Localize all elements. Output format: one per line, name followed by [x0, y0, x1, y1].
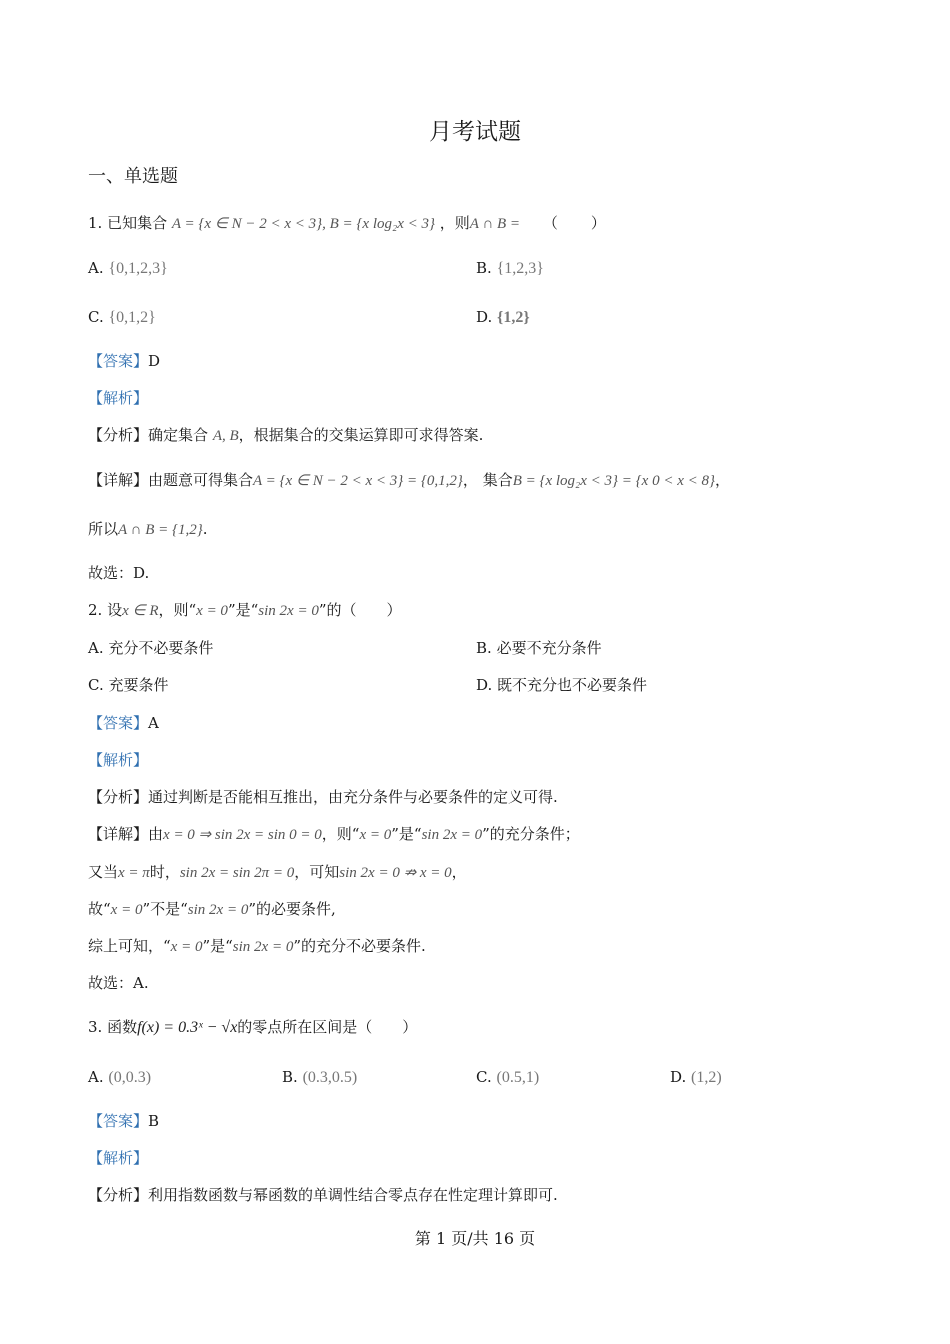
q3-option-b: B. (0.3,0.5) — [282, 1068, 358, 1086]
q2-fenxi: 【分析】通过判断是否能相互推出，由充分条件与必要条件的定义可得. — [88, 788, 558, 806]
q1-xiangjie: 【详解】由题意可得集合A = {x ∈ N − 2 < x < 3} = {0,1,2}， 集合B = {x log₂x < 3} = {x 0 < x < 8}， — [88, 471, 730, 489]
q1-option-b: B. {1,2,3} — [476, 259, 544, 277]
q3-option-d: D. (1,2) — [670, 1068, 722, 1086]
q1-option-d: D. {1,2} — [476, 308, 530, 326]
section-heading: 一、单选题 — [88, 166, 178, 187]
q1-fenxi: 【分析】确定集合 A, B，根据集合的交集运算即可求得答案. — [88, 426, 484, 444]
q3-option-c: C. (0.5,1) — [476, 1068, 540, 1086]
q1-conclusion: 故选：D. — [88, 564, 150, 582]
page-footer: 第 1 页/共 16 页 — [414, 1229, 536, 1248]
q3-option-a: A. (0,0.3) — [88, 1068, 152, 1086]
q1-option-c: C. {0,1,2} — [88, 308, 156, 326]
q3-stem: 3. 函数f(x) = 0.3ˣ − √x的零点所在区间是（ ） — [88, 1018, 418, 1036]
q1-stem-formula: A = {x ∈ N − 2 < x < 3}, B = {x log₂x < 3} — [171, 216, 435, 232]
q3-analysis-tag: 【解析】 — [88, 1149, 149, 1167]
q2-answer: 【答案】A — [88, 714, 159, 732]
q2-stem: 2. 设x ∈ R，则“x = 0”是“sin 2x = 0”的（ ） — [88, 601, 402, 619]
q3-fenxi: 【分析】利用指数函数与幂函数的单调性结合零点存在性定理计算即可. — [88, 1186, 558, 1204]
q2-option-a: A. 充分不必要条件 — [88, 639, 214, 657]
q2-xiangjie-4: 综上可知，“x = 0”是“sin 2x = 0”的充分不必要条件. — [88, 937, 426, 955]
q1-answer: 【答案】D — [88, 352, 161, 370]
q2-xiangjie-3: 故“x = 0”不是“sin 2x = 0”的必要条件, — [88, 900, 336, 918]
q2-option-c: C. 充要条件 — [88, 676, 169, 694]
q2-option-d: D. 既不充分也不必要条件 — [476, 676, 648, 694]
page-title: 月考试题 — [429, 119, 521, 145]
q2-xiangjie-2: 又当x = π时，sin 2x = sin 2π = 0，可知sin 2x = 0 ⇏ x = 0， — [88, 863, 467, 881]
q2-conclusion: 故选：A. — [88, 974, 149, 992]
q2-analysis-tag: 【解析】 — [88, 751, 149, 769]
q1-analysis-tag: 【解析】 — [88, 389, 149, 407]
q2-option-b: B. 必要不充分条件 — [476, 639, 602, 657]
q1-stem: 1. 已知集合 A = {x ∈ N − 2 < x < 3}, B = {x log₂x < 3} ，则A ∩ B = （ ） — [88, 214, 607, 232]
q3-answer: 【答案】B — [88, 1112, 160, 1130]
q1-option-a: A. {0,1,2,3} — [88, 259, 168, 277]
q2-xiangjie-1: 【详解】由x = 0 ⇒ sin 2x = sin 0 = 0，则“x = 0”是“sin 2x = 0”的充分条件； — [88, 825, 580, 843]
q1-suoyi: 所以A ∩ B = {1,2}. — [88, 520, 208, 538]
